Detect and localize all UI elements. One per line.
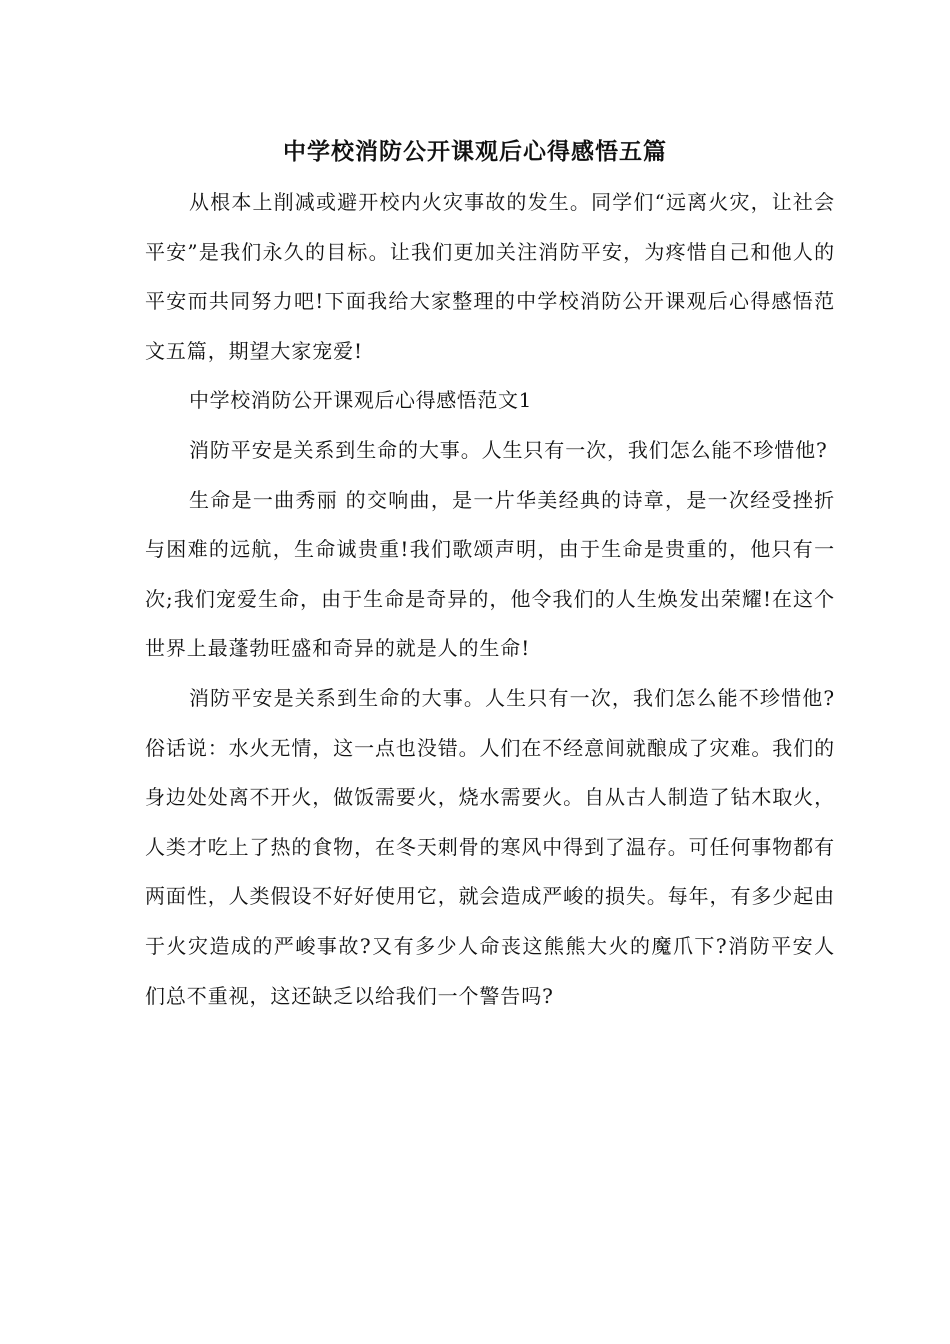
body-paragraph: 消防平安是关系到生命的大事。人生只有一次，我们怎么能不珍惜他?俗话说：水火无情，这一点也没错。人们在不经意间就酿成了灾难。我们的身边处处离不开火，做饭需要火，烧水需要火。自从古人制造了钻木取火，人类才吃上了热的食物，在冬天刺骨的寒风中得到了温存。可任何事物都有两面性，人类假设不好好使用它，就会造成严峻的损失。每年，有多少起由于火灾造成的严峻事故?又有多少人命丧这熊熊大火的魔爪下?消防平安人们总不重视，这还缺乏以给我们一个警告吗?: [145, 685, 835, 1008]
body-paragraph: 生命是一曲秀丽 的交响曲，是一片华美经典的诗章，是一次经受挫折与困难的远航，生命诚贵重!我们歌颂声明，由于生命是贵重的，他只有一次;我们宠爱生命，由于生命是奇异的，他令我们的人生焕发出荣耀!在这个世界上最蓬勃旺盛和奇异的就是人的生命!: [145, 487, 835, 661]
body-paragraph: 消防平安是关系到生命的大事。人生只有一次，我们怎么能不珍惜他?: [189, 437, 828, 462]
intro-paragraph: 从根本上削减或避开校内火灾事故的发生。同学们“远离火灾，让社会平安”是我们永久的目标。让我们更加关注消防平安，为疼惜自己和他人的平安而共同努力吧!下面我给大家整理的中学校消防公开课观后心得感悟范文五篇，期望大家宠爱!: [145, 190, 835, 363]
document-body: [145, 178, 835, 1021]
document-title: 中学校消防公开课观后心得感悟五篇: [283, 138, 667, 165]
section-heading: 中学校消防公开课观后心得感悟范文1: [189, 388, 532, 413]
